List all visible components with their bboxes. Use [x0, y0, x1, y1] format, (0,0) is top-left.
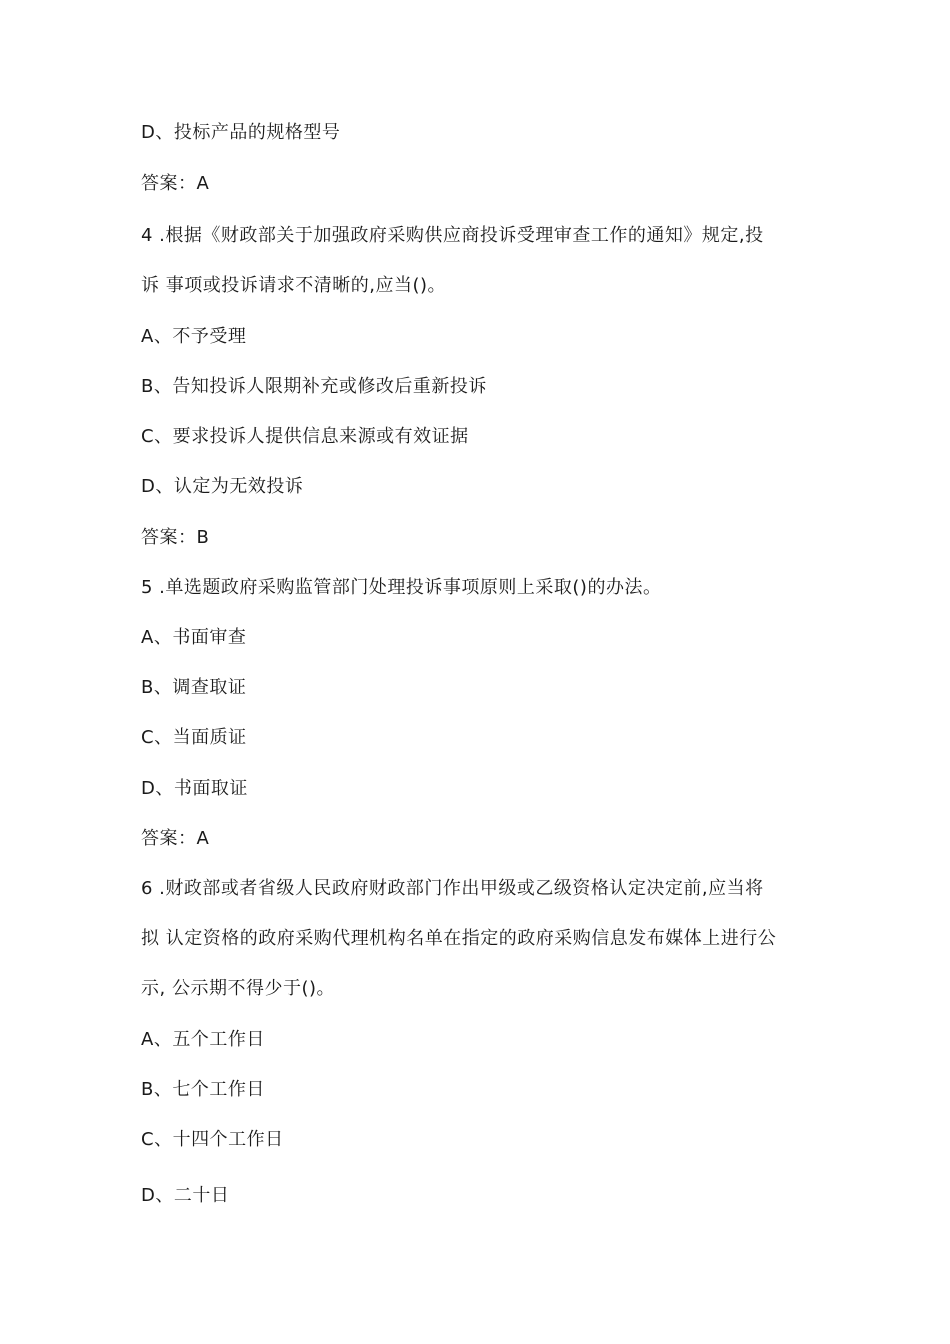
- q6-option-d: D、二十日: [141, 1185, 230, 1206]
- q6-stem-line1: 6 .财政部或者省级人民政府财政部门作出甲级或乙级资格认定决定前,应当将: [141, 878, 764, 899]
- q4-option-b: B、告知投诉人限期补充或修改后重新投诉: [141, 376, 487, 397]
- q4-stem-line1: 4 .根据《财政部关于加强政府采购供应商投诉受理审查工作的通知》规定,投: [141, 225, 764, 246]
- q4-option-d: D、认定为无效投诉: [141, 476, 304, 497]
- q3-answer: 答案：A: [141, 173, 210, 194]
- q5-option-a: A、书面审查: [141, 627, 247, 648]
- q6-option-b: B、七个工作日: [141, 1079, 265, 1100]
- q6-option-c: C、十四个工作日: [141, 1129, 284, 1150]
- q6-stem-line2: 拟 认定资格的政府采购代理机构名单在指定的政府采购信息发布媒体上进行公: [141, 928, 777, 949]
- q5-option-c: C、当面质证: [141, 727, 247, 748]
- q5-answer: 答案：A: [141, 828, 210, 849]
- q5-option-b: B、调查取证: [141, 677, 247, 698]
- q5-option-d: D、书面取证: [141, 778, 248, 799]
- q5-stem-line1: 5 .单选题政府采购监管部门处理投诉事项原则上采取()的办法。: [141, 577, 662, 598]
- q4-option-a: A、不予受理: [141, 326, 247, 347]
- q4-option-c: C、要求投诉人提供信息来源或有效证据: [141, 426, 469, 447]
- q6-stem-line3: 示, 公示期不得少于()。: [141, 978, 335, 999]
- q3-option-d: D、投标产品的规格型号: [141, 122, 341, 143]
- q6-option-a: A、五个工作日: [141, 1029, 265, 1050]
- q4-stem-line2: 诉 事项或投诉请求不清晰的,应当()。: [141, 275, 446, 296]
- q4-answer: 答案：B: [141, 527, 210, 548]
